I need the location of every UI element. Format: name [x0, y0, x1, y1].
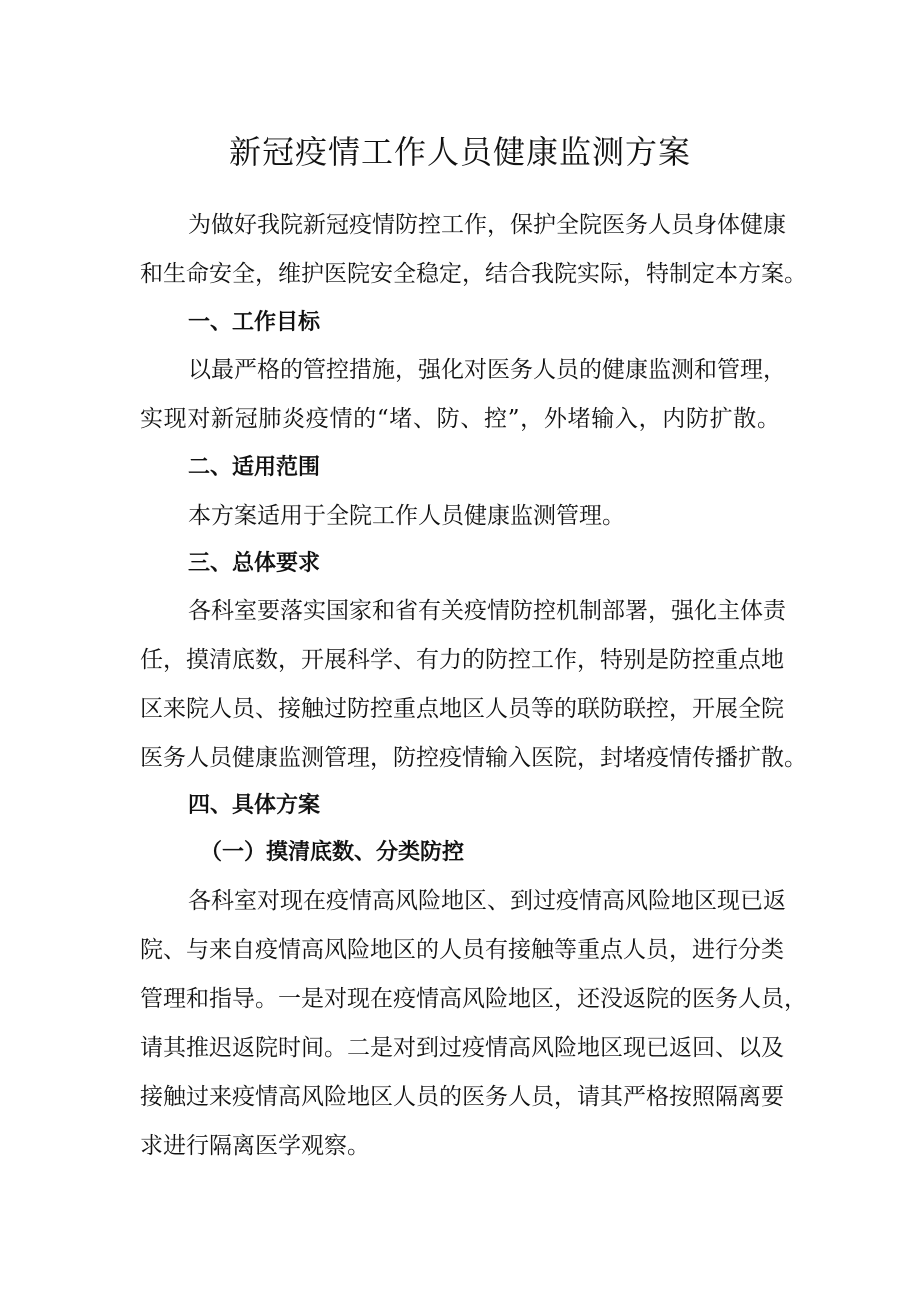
- goals-line-2: 实现对新冠肺炎疫情的“堵、防、控”，外堵输入，内防扩散。: [140, 406, 780, 432]
- requirements-line-1: 各科室要落实国家和省有关疫情防控机制部署，强化主体责: [188, 598, 786, 624]
- section-heading-plan: 四、具体方案: [188, 793, 321, 818]
- document-title: 新冠疫情工作人员健康监测方案: [228, 133, 691, 171]
- intro-line-1: 为做好我院新冠疫情防控工作，保护全院医务人员身体健康: [188, 212, 786, 238]
- classify-line-1: 各科室对现在疫情高风险地区、到过疫情高风险地区现已返: [188, 888, 786, 914]
- requirements-line-2: 任，摸清底数，开展科学、有力的防控工作，特别是防控重点地: [140, 647, 784, 673]
- subsection-heading-classify: （一）摸清底数、分类防控: [200, 840, 465, 865]
- section-heading-requirements: 三、总体要求: [188, 551, 321, 576]
- goals-line-1: 以最严格的管控措施，强化对医务人员的健康监测和管理，: [188, 357, 786, 383]
- classify-line-2: 院、与来自疫情高风险地区的人员有接触等重点人员，进行分类: [140, 937, 784, 963]
- requirements-line-4: 医务人员健康监测管理，防控疫情输入医院，封堵疫情传播扩散。: [140, 745, 807, 771]
- requirements-line-3: 区来院人员、接触过防控重点地区人员等的联防联控，开展全院: [140, 696, 784, 722]
- classify-line-6: 求进行隔离医学观察。: [140, 1133, 370, 1159]
- classify-line-5: 接触过来疫情高风险地区人员的医务人员，请其严格按照隔离要: [140, 1084, 784, 1110]
- section-heading-goals: 一、工作目标: [188, 310, 321, 335]
- classify-line-4: 请其推迟返院时间。二是对到过疫情高风险地区现已返回、以及: [140, 1035, 784, 1061]
- scope-line-1: 本方案适用于全院工作人员健康监测管理。: [188, 503, 625, 529]
- intro-line-2: 和生命安全，维护医院安全稳定，结合我院实际，特制定本方案。: [140, 261, 807, 287]
- section-heading-scope: 二、适用范围: [188, 455, 321, 480]
- classify-line-3: 管理和指导。一是对现在疫情高风险地区，还没返院的医务人员，: [140, 986, 807, 1012]
